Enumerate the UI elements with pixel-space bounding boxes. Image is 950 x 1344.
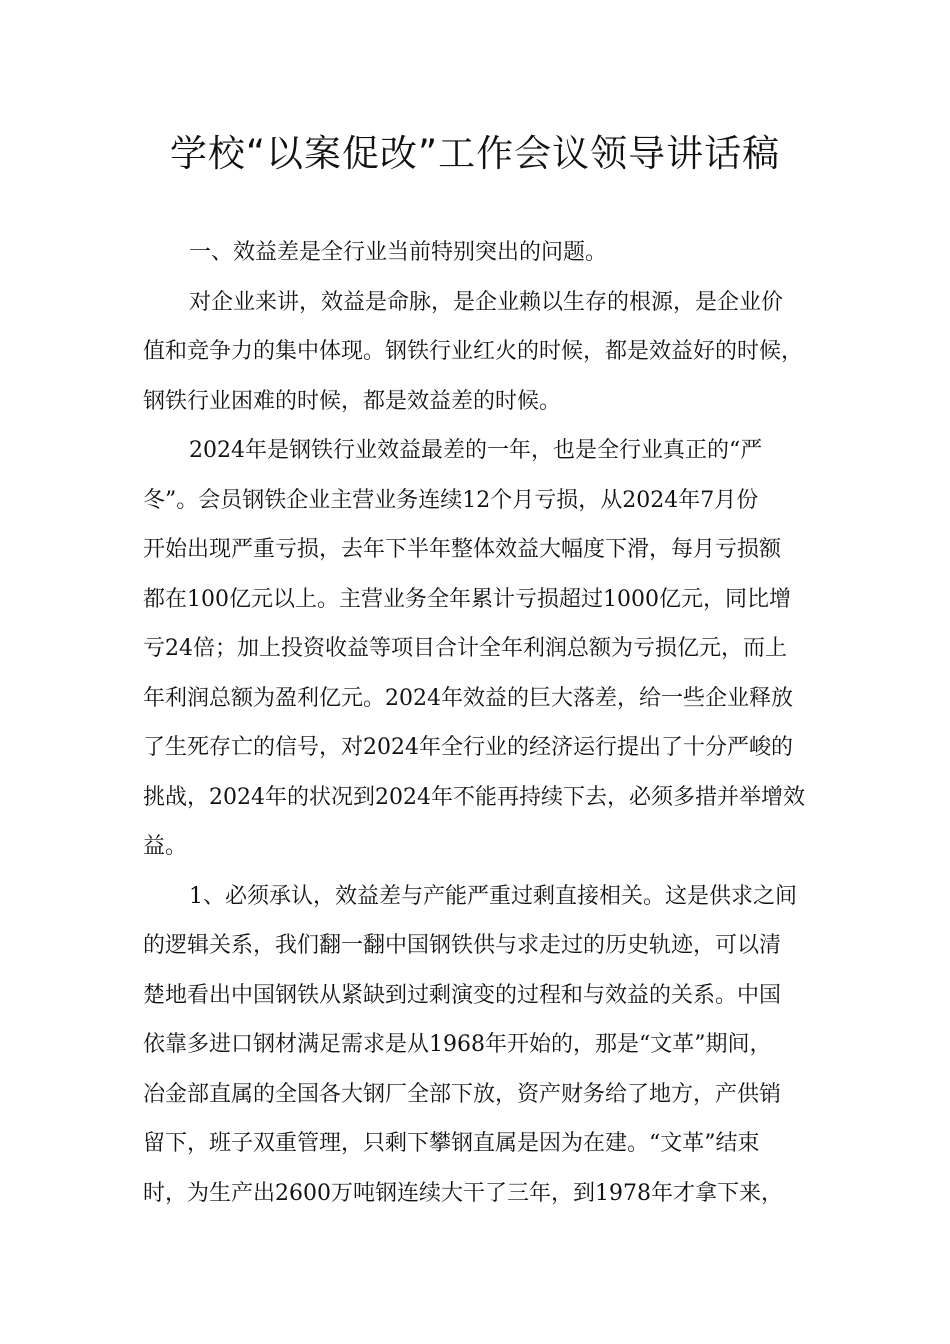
paragraph-efficiency-lifeline: 对企业来讲，效益是命脉，是企业赖以生存的根源，是企业价 值和竞争力的集中体现。钢铁行业红火的时候，都是效益好的时候， 钢铁行业困难的时候，都是效益差的时候。 xyxy=(143,289,804,414)
paragraph-section-heading: 一、效益差是全行业当前特别突出的问题。 xyxy=(189,240,608,265)
document-body xyxy=(143,228,823,1218)
paragraph-2024-losses: 2024年是钢铁行业效益最差的一年，也是全行业真正的“严 冬”。会员钢铁企业主营业务连续12个月亏损，从2024年7月份 开始出现严重亏损，去年下半年整体效益大幅度下滑，每月亏损额 都在100亿元以上。主营业务全年累计亏损超过1000亿元，同比增 亏24倍；加上投资收益等项目合计全年利润总额为亏损亿元，而上 年利润总额为盈利亿元。2024年效益的巨大落差，给一些企业释放 了生死存亡的信号，对2024年全行业的经济运行提出了十分严峻的 挑战，2024年的状况到2024年不能再持续下去，必须多措并举增效 益。 xyxy=(143,438,805,859)
paragraph-overcapacity: 1、必须承认，效益差与产能严重过剩直接相关。这是供求之间 的逻辑关系，我们翻一翻中国钢铁供与求走过的历史轨迹，可以清 楚地看出中国钢铁从紧缺到过剩演变的过程和与效益的关系。中国 依靠多进口钢材满足需求是从1968年开始的，那是“文革”期间， 冶金部直属的全国各大钢厂全部下放，资产财务给了地方，产供销 留下，班子双重管理，只剩下攀钢直属是因为在建。“文革”结束 时，为生产出2600万吨钢连续大干了三年，到1978年才拿下来， xyxy=(143,883,797,1206)
document-title: 学校“以案促改”工作会议领导讲话稿 xyxy=(169,132,781,175)
